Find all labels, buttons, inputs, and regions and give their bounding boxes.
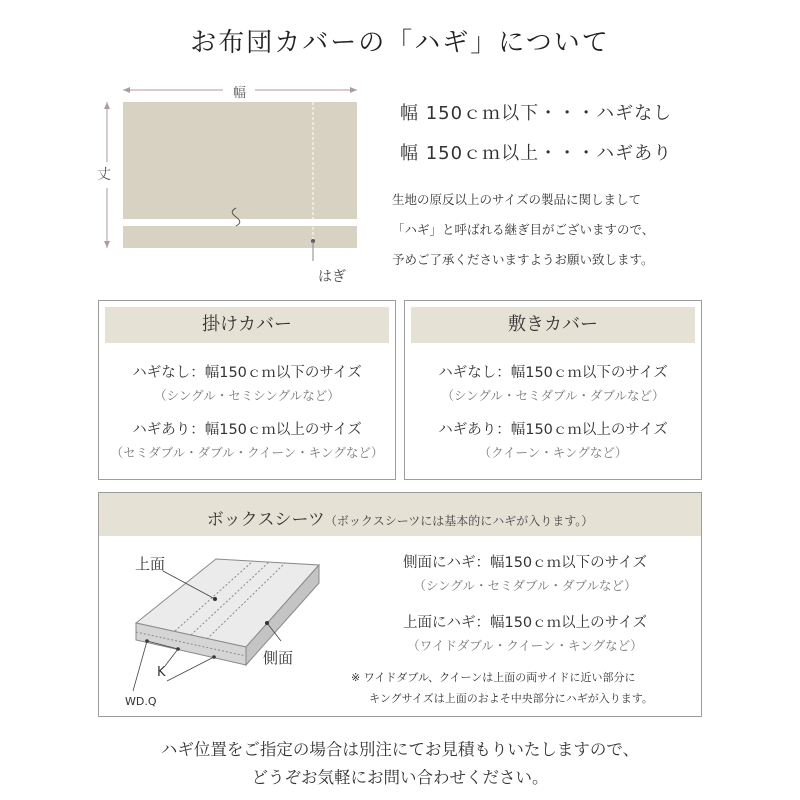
label-wdq: WD.Q — [125, 695, 157, 708]
shiki-seam: ハギあり：幅150ｃｍ以上のサイズ — [438, 422, 668, 438]
fabric-lower — [123, 226, 357, 248]
box-sheet-note-2: キングサイズは上面のおよそ中央部分にハギが入ります。 — [369, 692, 653, 705]
side-seam: 側面にハギ：幅150ｃｍ以下のサイズ — [402, 555, 647, 571]
wdq-bracket-left — [133, 641, 147, 691]
kake-cover-panel — [98, 300, 396, 480]
description-line-1: 生地の原反以上のサイズの製品に関しまして — [392, 192, 642, 207]
top-seam-sizes: （ワイドダブル・クイーン・キングなど） — [407, 638, 643, 653]
wdq-bracket-right — [167, 657, 214, 681]
shiki-no-seam: ハギなし：幅150ｃｍ以下のサイズ — [438, 365, 668, 381]
kake-cover-title: 掛けカバー — [105, 307, 389, 343]
box-sheet-header — [99, 493, 701, 536]
description-line-2: 「ハギ」と呼ばれる継ぎ目がございますので、 — [392, 222, 655, 237]
side-label-dot — [265, 621, 269, 625]
kake-seam-sizes: （セミダブル・ダブル・クイーン・キングなど） — [110, 445, 384, 460]
top-label-dot — [213, 597, 217, 601]
box-sheet-title-note: （ボックスシーツには基本的にハギが入ります。） — [324, 514, 594, 528]
width-arrow-left — [123, 87, 130, 93]
width-arrow-right — [350, 87, 357, 93]
kake-no-seam: ハギなし：幅150ｃｍ以下のサイズ — [132, 365, 362, 381]
rule-seam: 幅 150ｃｍ以上・・・ハギあり — [400, 143, 673, 164]
length-arrow-bottom — [104, 241, 110, 248]
shiki-no-seam-sizes: （シングル・セミダブル・ダブルなど） — [441, 388, 665, 403]
label-top-face: 上面 — [135, 555, 166, 573]
page-title: お布団カバーの「ハギ」について — [190, 28, 610, 58]
shiki-cover-panel — [404, 300, 702, 480]
fabric-upper — [123, 102, 357, 219]
length-arrow-top — [104, 102, 110, 109]
kake-no-seam-sizes: （シングル・セミシングルなど） — [154, 388, 340, 403]
side-seam-sizes: （シングル・セミダブル・ダブルなど） — [413, 578, 637, 593]
rule-no-seam: 幅 150ｃｍ以下・・・ハギなし — [400, 103, 673, 124]
footer-line-1: ハギ位置をご指定の場合は別注にてお見積もりいたしますので、 — [160, 740, 640, 759]
shiki-seam-sizes: （クイーン・キングなど） — [478, 445, 628, 460]
top-seam: 上面にハギ：幅150ｃｍ以上のサイズ — [402, 615, 647, 631]
shiki-cover-title: 敷きカバー — [411, 307, 695, 343]
description-line-3: 予めご了承くださいますようお願い致します。 — [392, 252, 654, 267]
length-label: 丈 — [97, 167, 111, 183]
box-sheet-panel — [98, 492, 702, 717]
label-side-face: 側面 — [263, 649, 294, 667]
box-sheet-title: ボックスシーツ — [206, 510, 325, 530]
kake-seam: ハギあり：幅150ｃｍ以上のサイズ — [132, 422, 362, 438]
box-sheet-note-1: ※ ワイドダブル、クイーンは上面の両サイドに近い部分に — [351, 671, 636, 684]
k-pointer — [165, 649, 178, 666]
seam-diagram — [95, 78, 370, 293]
footer-line-2: どうぞお気軽にお問い合わせください。 — [251, 768, 549, 787]
width-label: 幅 — [233, 86, 247, 101]
label-k: K — [157, 665, 166, 680]
seam-label: はぎ — [318, 269, 346, 285]
